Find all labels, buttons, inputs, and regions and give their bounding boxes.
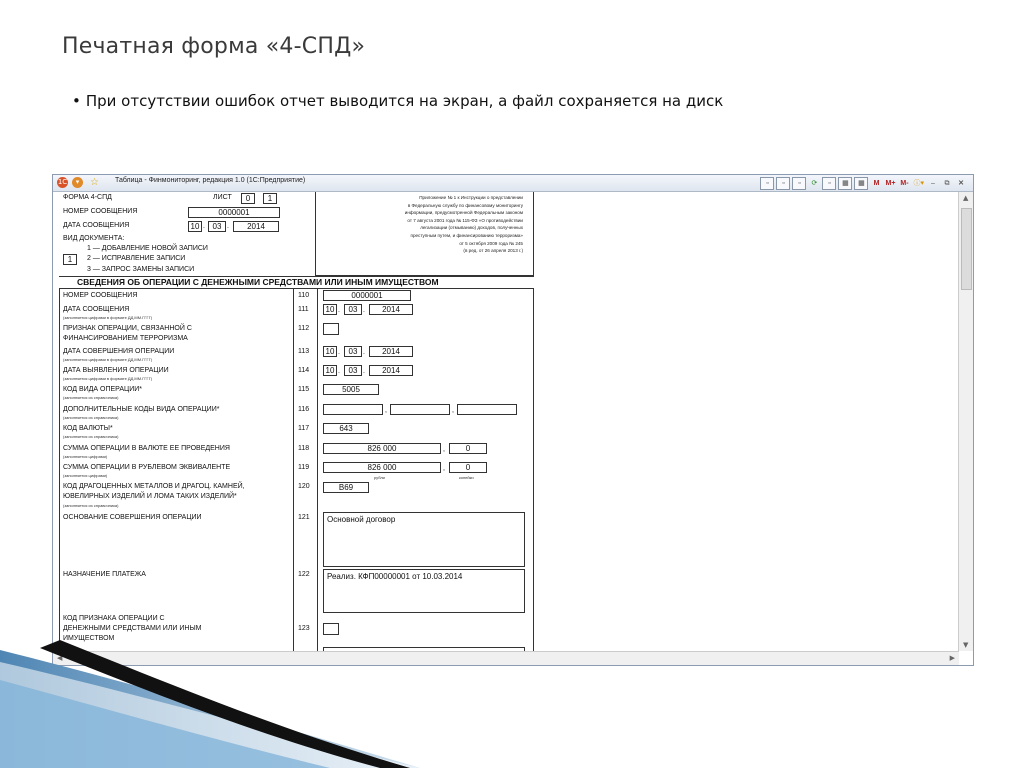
row-114-hint: (заполняется цифрами в формате ДД.ММ.ГГГГ)	[63, 376, 153, 381]
report-window	[52, 174, 974, 666]
info-icon[interactable]: ⓘ▾	[913, 179, 924, 187]
vertical-scrollbar[interactable]	[958, 192, 973, 651]
table-border	[293, 288, 294, 652]
row-114-label: ДАТА ВЫЯВЛЕНИЯ ОПЕРАЦИИ	[63, 367, 169, 374]
row-119-code: 119	[298, 464, 310, 471]
slide-bullet: • При отсутствии ошибок отчет выводится на экран, а файл сохраняется на диск	[72, 92, 724, 110]
row-113-label: ДАТА СОВЕРШЕНИЯ ОПЕРАЦИИ	[63, 348, 175, 355]
separator-comma: ,	[443, 446, 445, 453]
row-115-field[interactable]: 5005	[323, 384, 379, 395]
close-icon[interactable]: ✕	[958, 179, 964, 187]
minimize-icon[interactable]: –	[931, 179, 935, 187]
row-119-label: СУММА ОПЕРАЦИИ В РУБЛЕВОМ ЭКВИВАЛЕНТЕ	[63, 464, 231, 471]
decorative-swoosh	[0, 640, 420, 768]
separator-comma: ,	[385, 407, 387, 414]
doc-type-option-3: 3 — ЗАПРОС ЗАМЕНЫ ЗАПИСИ	[87, 266, 195, 273]
sheet-label: ЛИСТ	[213, 194, 232, 201]
row-117-label: КОД ВАЛЮТЫ*	[63, 425, 113, 432]
appendix-line: преступным путем, и финансированию терроризма»	[410, 232, 523, 238]
appendix-border	[315, 192, 316, 275]
memory-m-button[interactable]: M	[873, 179, 880, 187]
row-113-year[interactable]: 2014	[369, 346, 413, 357]
row-120-label-2: ЮВЕЛИРНЫХ ИЗДЕЛИЙ И ЛОМА ТАКИХ ИЗДЕЛИЙ*	[63, 493, 237, 500]
scroll-right-icon[interactable]: ▶	[949, 654, 955, 662]
spreadsheet-content	[53, 192, 958, 652]
row-116-field-2[interactable]	[390, 404, 450, 415]
appendix-text	[317, 194, 523, 255]
msg-number-label: НОМЕР СООБЩЕНИЯ	[63, 208, 138, 215]
appendix-line: информации, предусмотренной Федеральным законом	[404, 210, 523, 216]
doc-type-field[interactable]: 1	[63, 254, 77, 265]
calculator-icon[interactable]: ▦	[838, 177, 852, 190]
separator-comma: ,	[452, 407, 454, 414]
memory-minus-button[interactable]: M-	[900, 179, 909, 187]
row-110-code: 110	[298, 292, 310, 299]
dropdown-menu-icon[interactable]: ▾	[72, 177, 83, 188]
row-113-hint: (заполняется цифрами в формате ДД.ММ.ГГГГ)	[63, 357, 153, 362]
row-110-field[interactable]: 0000001	[323, 290, 411, 301]
row-114-code: 114	[298, 367, 310, 374]
row-116-hint: (заполняется из справочника)	[63, 415, 119, 420]
msg-date-label: ДАТА СООБЩЕНИЯ	[63, 222, 130, 229]
slide-title: Печатная форма «4-СПД»	[62, 34, 366, 59]
date-dot: .	[363, 307, 365, 314]
appendix-line: Приложение № 1 к Инструкции о представлении	[419, 195, 523, 200]
row-112-code: 112	[298, 325, 310, 332]
table-border	[59, 288, 60, 652]
section-title: СВЕДЕНИЯ ОБ ОПЕРАЦИИ С ДЕНЕЖНЫМИ СРЕДСТВАМИ ИЛИ ИНЫМ ИМУЩЕСТВОМ	[77, 277, 439, 287]
row-112-label: ПРИЗНАК ОПЕРАЦИИ, СВЯЗАННОЙ С	[63, 325, 192, 332]
window-titlebar	[53, 175, 973, 192]
row-110-label: НОМЕР СООБЩЕНИЯ	[63, 292, 138, 299]
date-dot: .	[227, 223, 229, 230]
table-border	[533, 288, 534, 652]
date-dot: .	[363, 368, 365, 375]
date-dot: .	[363, 349, 365, 356]
row-114-year[interactable]: 2014	[369, 365, 413, 376]
row-111-code: 111	[298, 306, 309, 313]
row-120-label: КОД ДРАГОЦЕННЫХ МЕТАЛЛОВ И ДРАГОЦ. КАМНЕЙ,	[63, 483, 245, 490]
save-icon[interactable]: ▫	[760, 177, 774, 190]
row-120-code: 120	[298, 483, 310, 490]
appendix-line: от 5 октября 2009 года № 245	[459, 240, 523, 246]
row-120-hint: (заполняется из справочника)	[63, 503, 119, 508]
row-121-field[interactable]: Основной договор	[323, 512, 525, 567]
row-116-label: ДОПОЛНИТЕЛЬНЫЕ КОДЫ ВИДА ОПЕРАЦИИ*	[63, 406, 220, 413]
row-111-label: ДАТА СООБЩЕНИЯ	[63, 306, 130, 313]
row-118-amount[interactable]: 826 000	[323, 443, 441, 454]
preview-icon[interactable]: ▫	[792, 177, 806, 190]
row-118-label: СУММА ОПЕРАЦИИ В ВАЛЮТЕ ЕЕ ПРОВЕДЕНИЯ	[63, 445, 230, 452]
row-115-hint: (заполняется из справочника)	[63, 395, 119, 400]
row-112-checkbox[interactable]	[323, 323, 339, 335]
date-dot: .	[203, 223, 205, 230]
row-117-field[interactable]: 643	[323, 423, 369, 434]
row-123-label-3: ИМУЩЕСТВОМ	[63, 635, 115, 642]
msg-date-day[interactable]: 10	[188, 221, 202, 232]
row-116-code: 116	[298, 406, 310, 413]
row-122-label: НАЗНАЧЕНИЕ ПЛАТЕЖА	[63, 571, 146, 578]
row-111-day[interactable]: 10	[323, 304, 337, 315]
row-123-checkbox[interactable]	[323, 623, 339, 635]
row-114-month[interactable]: 03	[344, 365, 362, 376]
date-dot: .	[338, 307, 340, 314]
row-119-hint: (заполняется цифрами)	[63, 473, 108, 478]
app-logo-icon[interactable]: 1С	[57, 178, 68, 186]
row-113-day[interactable]: 10	[323, 346, 337, 357]
row-113-code: 113	[298, 348, 310, 355]
appendix-line: от 7 августа 2001 года № 115-ФЗ «О противодействии	[407, 217, 523, 223]
row-117-hint: (заполняется из справочника)	[63, 434, 119, 439]
row-120-field[interactable]: В69	[323, 482, 369, 493]
msg-number-field[interactable]: 0000001	[188, 207, 280, 218]
form-label: ФОРМА 4-СПД	[63, 194, 112, 201]
row-116-field-3[interactable]	[457, 404, 517, 415]
doc-type-option-2: 2 — ИСПРАВЛЕНИЕ ЗАПИСИ	[87, 255, 186, 262]
msg-date-month[interactable]: 03	[208, 221, 226, 232]
scroll-up-icon[interactable]: ▲	[963, 194, 969, 202]
doc-type-option-1: 1 — ДОБАВЛЕНИЕ НОВОЙ ЗАПИСИ	[87, 245, 208, 252]
scroll-left-icon[interactable]: ◀	[57, 654, 63, 662]
sheet-box-1[interactable]: 0	[241, 193, 255, 204]
row-118-code: 118	[298, 445, 310, 452]
row-111-year[interactable]: 2014	[369, 304, 413, 315]
table-icon[interactable]: ▫	[822, 177, 836, 190]
row-115-label: КОД ВИДА ОПЕРАЦИИ*	[63, 386, 143, 393]
row-114-day[interactable]: 10	[323, 365, 337, 376]
row-122-field[interactable]: Реализ. КФП00000001 от 10.03.2014	[323, 569, 525, 613]
section-border	[59, 288, 534, 289]
scroll-down-icon[interactable]: ▼	[963, 641, 969, 649]
bullet-text: При отсутствии ошибок отчет выводится на экран, а файл сохраняется на диск	[85, 92, 724, 110]
date-dot: .	[338, 368, 340, 375]
appendix-line: (в ред. от 26 апреля 2013 г.)	[463, 248, 523, 254]
row-119-amount[interactable]: 826 000	[323, 462, 441, 473]
msg-date-year[interactable]: 2014	[233, 221, 279, 232]
row-117-code: 117	[298, 425, 310, 432]
row-111-hint: (заполняется цифрами в формате ДД.ММ.ГГГГ)	[63, 315, 153, 320]
row-112-label-2: ФИНАНСИРОВАНИЕМ ТЕРРОРИЗМА	[63, 335, 188, 342]
row-121-code: 121	[298, 514, 310, 521]
row-121-label: ОСНОВАНИЕ СОВЕРШЕНИЯ ОПЕРАЦИИ	[63, 514, 202, 521]
row-123-code: 123	[298, 625, 310, 632]
restore-icon[interactable]: ⧉	[944, 179, 950, 187]
calendar-icon[interactable]: ▦	[854, 177, 868, 190]
row-118-hint: (заполняется цифрами)	[63, 454, 108, 459]
kopecks-caption: копейки	[459, 475, 474, 480]
vertical-scroll-thumb[interactable]	[961, 208, 972, 290]
row-118-cents[interactable]: 0	[449, 443, 487, 454]
row-123-label: КОД ПРИЗНАКА ОПЕРАЦИИ С	[63, 615, 165, 622]
window-toolbar	[760, 176, 967, 190]
row-111-month[interactable]: 03	[344, 304, 362, 315]
table-border	[317, 288, 318, 652]
doc-type-label: ВИД ДОКУМЕНТА:	[63, 235, 125, 242]
row-116-field-1[interactable]	[323, 404, 383, 415]
appendix-border	[533, 192, 534, 275]
memory-plus-button[interactable]: M+	[885, 179, 896, 187]
appendix-line: легализации (отмыванию) доходов, полученных	[420, 225, 523, 231]
row-119-cents[interactable]: 0	[449, 462, 487, 473]
refresh-icon[interactable]: ⟳	[811, 179, 818, 187]
separator-comma: ,	[443, 465, 445, 472]
row-115-code: 115	[298, 386, 310, 393]
appendix-line: в Федеральную службу по финансовому мониторингу	[407, 202, 523, 208]
favorite-star-icon[interactable]: ☆	[90, 177, 99, 188]
print-icon[interactable]: ▫	[776, 177, 790, 190]
window-title: Таблица - Финмониторинг, редакция 1.0 (1С:Предприятие)	[115, 177, 306, 184]
row-113-month[interactable]: 03	[344, 346, 362, 357]
rubles-caption: рубли	[374, 475, 385, 480]
row-122-code: 122	[298, 571, 310, 578]
row-123-label-2: ДЕНЕЖНЫМИ СРЕДСТВАМИ ИЛИ ИНЫМ	[63, 625, 202, 632]
date-dot: .	[338, 349, 340, 356]
sheet-box-2[interactable]: 1	[263, 193, 277, 204]
